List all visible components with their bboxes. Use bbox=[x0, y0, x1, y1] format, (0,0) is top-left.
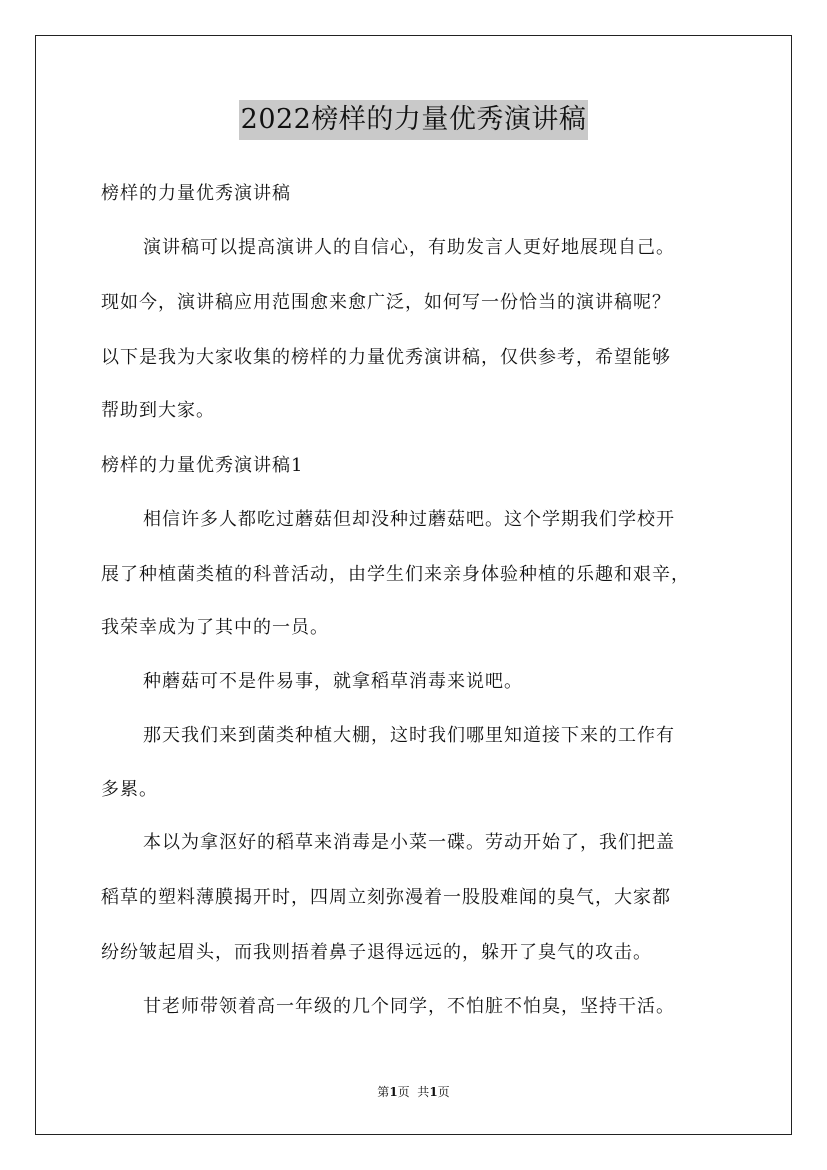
paragraph-line: 稻草的塑料薄膜揭开时，四周立刻弥漫着一股股难闻的臭气，大家都 bbox=[101, 887, 671, 908]
document-title: 2022榜样的力量优秀演讲稿 bbox=[239, 100, 589, 140]
section-heading: 榜样的力量优秀演讲稿1 bbox=[101, 455, 304, 476]
paragraph-line: 帮助到大家。 bbox=[101, 400, 215, 421]
paragraph-line: 演讲稿可以提高演讲人的自信心，有助发言人更好地展现自己。 bbox=[143, 237, 675, 258]
footer-mid: 页 共 bbox=[397, 1085, 430, 1099]
page-footer bbox=[0, 1084, 827, 1100]
footer-page-number: 1 bbox=[389, 1085, 398, 1099]
paragraph-line: 以下是我为大家收集的榜样的力量优秀演讲稿，仅供参考，希望能够 bbox=[101, 347, 671, 368]
paragraph-line: 多累。 bbox=[101, 779, 158, 800]
paragraph-line: 甘老师带领着高一年级的几个同学，不怕脏不怕臭，坚持干活。 bbox=[143, 996, 675, 1017]
footer-total-pages: 1 bbox=[429, 1085, 438, 1099]
paragraph-line: 本以为拿沤好的稻草来消毒是小菜一碟。劳动开始了，我们把盖 bbox=[143, 832, 675, 853]
paragraph-line: 种蘑菇可不是件易事，就拿稻草消毒来说吧。 bbox=[143, 671, 523, 692]
paragraph-line: 纷纷皱起眉头，而我则捂着鼻子退得远远的，躲开了臭气的攻击。 bbox=[101, 942, 652, 963]
paragraph-line: 我荣幸成为了其中的一员。 bbox=[101, 617, 329, 638]
footer-prefix: 第 bbox=[377, 1085, 390, 1099]
paragraph-line: 展了种植菌类植的科普活动，由学生们来亲身体验种植的乐趣和艰辛， bbox=[101, 564, 690, 585]
title-container bbox=[0, 100, 827, 140]
paragraph-line: 那天我们来到菌类种植大棚，这时我们哪里知道接下来的工作有 bbox=[143, 725, 675, 746]
paragraph-line: 现如今，演讲稿应用范围愈来愈广泛，如何写一份恰当的演讲稿呢？ bbox=[101, 292, 671, 313]
paragraph-line: 相信许多人都吃过蘑菇但却没种过蘑菇吧。这个学期我们学校开 bbox=[143, 509, 675, 530]
section-heading: 榜样的力量优秀演讲稿 bbox=[101, 183, 291, 204]
footer-suffix: 页 bbox=[437, 1085, 450, 1099]
